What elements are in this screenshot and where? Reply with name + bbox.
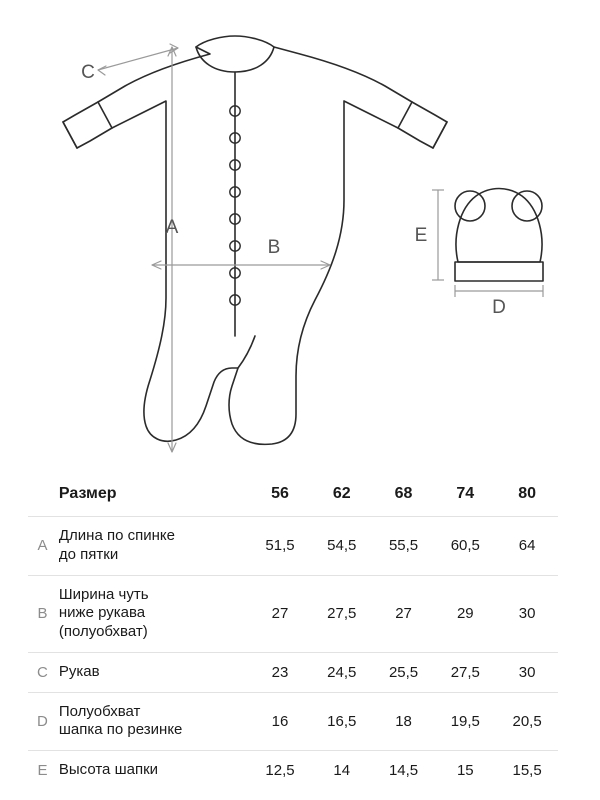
row-label-a-line1: Длина по спинке: [58, 527, 175, 544]
row-d-value-62: 16,5: [327, 712, 357, 730]
row-d-value-56: 16: [271, 712, 289, 730]
row-e-value-68: 14,5: [388, 761, 419, 779]
row-b-value-68: 27: [395, 605, 412, 623]
marker-c-label: C: [81, 62, 95, 83]
row-label-c-line1: Рукав: [58, 662, 100, 680]
marker-e-label: E: [414, 225, 428, 246]
table-row: [28, 751, 558, 790]
table-row: [28, 692, 558, 751]
header-size-74: 74: [456, 485, 475, 502]
row-d-value-80: 20,5: [512, 712, 542, 730]
table-row: [28, 517, 558, 576]
row-label-b-line1: Ширина чуть: [58, 585, 149, 603]
marker-d-label: D: [492, 297, 506, 318]
row-a-value-74: 60,5: [450, 537, 480, 555]
table-header-row: [28, 470, 558, 517]
row-a-value-62: 54,5: [327, 537, 357, 555]
header-key-cell: [28, 470, 57, 517]
row-label-a: [57, 517, 249, 576]
header-size-62: 62: [332, 485, 351, 502]
row-label-e: [57, 751, 249, 790]
row-b-value-80: 30: [518, 605, 536, 623]
marker-b-label: B: [267, 237, 281, 258]
row-c-value-74: 27,5: [450, 663, 480, 681]
row-e-value-80: 15,5: [512, 761, 542, 779]
row-label-d: [57, 692, 249, 751]
row-e-value-74: 15: [456, 761, 474, 779]
row-label-b: [57, 575, 249, 652]
row-c-value-68: 25,5: [388, 663, 419, 681]
row-e-value-62: 14: [333, 761, 351, 779]
row-label-b-line3: (полуобхват): [58, 623, 148, 640]
header-size-68: 68: [394, 485, 413, 502]
row-key-d: D: [37, 712, 48, 730]
row-key-b: B: [37, 605, 48, 623]
row-key-e: E: [37, 761, 48, 779]
header-size-56: 56: [271, 485, 289, 502]
row-c-value-62: 24,5: [327, 663, 357, 681]
row-d-value-74: 19,5: [450, 712, 480, 730]
row-label-d-line1: Полуобхват: [58, 702, 141, 720]
row-label-a-line2: до пятки: [58, 545, 119, 563]
marker-a-label: A: [165, 217, 179, 238]
row-a-value-68: 55,5: [388, 537, 419, 555]
row-c-value-80: 30: [518, 663, 536, 681]
row-a-value-56: 51,5: [265, 537, 295, 555]
row-e-value-56: 12,5: [265, 761, 295, 779]
size-table: [28, 470, 558, 790]
table-row: [28, 652, 558, 692]
row-b-value-62: 27,5: [327, 605, 357, 623]
table-row: [28, 575, 558, 652]
row-b-value-74: 29: [456, 605, 474, 623]
row-label-b-line2: ниже рукава: [58, 604, 146, 622]
row-label-e-line1: Высота шапки: [58, 761, 159, 778]
row-b-value-56: 27: [271, 605, 289, 623]
size-table-wrapper: [0, 470, 600, 790]
row-label-c: [57, 652, 249, 692]
row-key-a: A: [37, 537, 48, 555]
row-a-value-80: 64: [518, 537, 536, 555]
row-label-d-line2: шапка по резинке: [58, 721, 183, 739]
row-c-value-56: 23: [271, 663, 289, 681]
row-key-c: C: [37, 663, 48, 681]
row-d-value-68: 18: [395, 712, 412, 730]
header-size-80: 80: [518, 485, 536, 502]
header-label-cell: Размер: [58, 485, 117, 502]
